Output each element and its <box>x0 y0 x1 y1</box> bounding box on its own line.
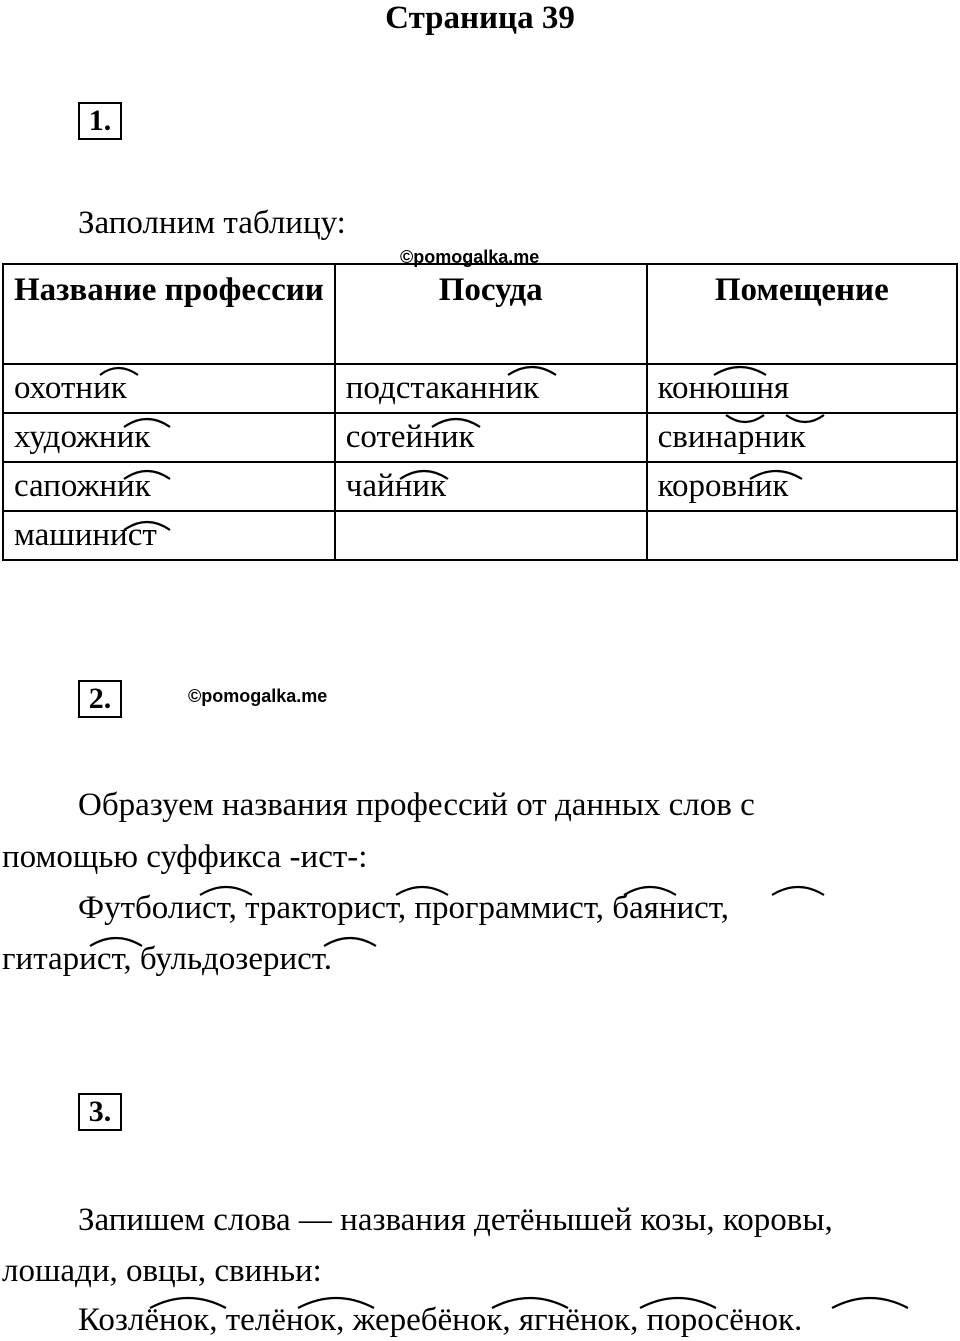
table-cell: охотник <box>3 364 335 413</box>
table-cell <box>335 511 647 560</box>
table-cell: конюшня <box>647 364 957 413</box>
task-3-line-2: лошади, овцы, свиньи: <box>2 1253 322 1289</box>
table-cell <box>647 511 957 560</box>
task-1-number: 1. <box>78 102 122 140</box>
table-cell: коровник <box>647 462 957 511</box>
table-header-row <box>3 264 957 364</box>
task-2-line-1: Образуем названия профессий от данных слов с <box>78 787 755 823</box>
table-cell: художник <box>3 413 335 462</box>
table-cell: чайник <box>335 462 647 511</box>
table-row <box>3 511 957 560</box>
header-room: Помещение <box>647 264 957 364</box>
task-3-line-3: Козлёнок, телёнок, жеребёнок, ягнёнок, поросёнок. <box>78 1302 803 1338</box>
table-cell: свинарник <box>647 413 957 462</box>
task-1-intro: Заполним таблицу: <box>78 205 346 241</box>
header-profession: Название профессии <box>3 264 335 364</box>
task-2-line-3: Футболист, тракторист, программист, баянист, <box>78 890 729 926</box>
watermark-middle: ©pomogalka.me <box>188 686 328 706</box>
watermark-top: ©pomogalka.me <box>400 247 540 267</box>
table-cell: подстаканник <box>335 364 647 413</box>
task-3-number: 3. <box>78 1093 122 1131</box>
table-row <box>3 364 957 413</box>
profession-table <box>2 263 958 561</box>
table-cell: сапожник <box>3 462 335 511</box>
task-3-line-1: Запишем слова — названия детёнышей козы, коровы, <box>78 1202 833 1238</box>
table-cell: машинист <box>3 511 335 560</box>
suffix-mark <box>832 1298 908 1308</box>
table-cell: сотейник <box>335 413 647 462</box>
table-row <box>3 462 957 511</box>
page-title: Страница 39 <box>385 0 575 36</box>
task-2-line-4: гитарист, бульдозерист. <box>2 941 332 977</box>
task-2-number: 2. <box>78 680 122 718</box>
header-dishes: Посуда <box>335 264 647 364</box>
suffix-mark <box>772 887 824 895</box>
task-2-line-2: помощью суффикса -ист-: <box>2 839 368 875</box>
table-row <box>3 413 957 462</box>
